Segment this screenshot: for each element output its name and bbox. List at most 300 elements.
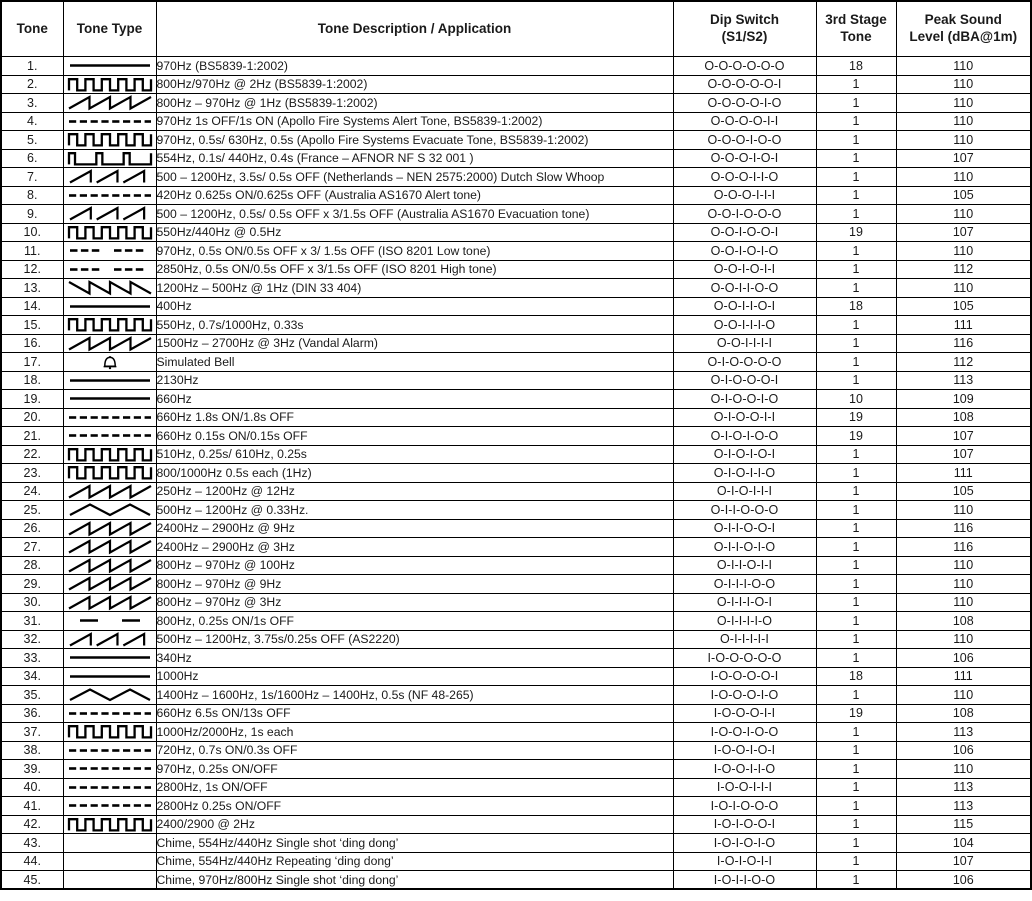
- peak-sound-level: 111: [896, 316, 1031, 335]
- tone-number: 43.: [1, 834, 63, 853]
- peak-sound-level: 110: [896, 242, 1031, 261]
- third-stage-tone: 18: [816, 667, 896, 686]
- third-stage-tone: 19: [816, 223, 896, 242]
- peak-sound-level: 105: [896, 186, 1031, 205]
- tone-description: 970Hz 1s OFF/1s ON (Apollo Fire Systems Alert Tone, BS5839-1:2002): [156, 112, 673, 131]
- dip-switch-setting: O-O-I-I-O-O: [673, 279, 816, 298]
- tone-description: 2400Hz – 2900Hz @ 3Hz: [156, 538, 673, 557]
- tone-number: 40.: [1, 778, 63, 797]
- peak-sound-level: 110: [896, 112, 1031, 131]
- third-stage-tone: 18: [816, 57, 896, 76]
- dip-switch-setting: I-O-O-I-I-O: [673, 760, 816, 779]
- dip-switch-setting: O-O-I-O-I-I: [673, 260, 816, 279]
- dip-switch-setting: O-O-O-I-I-I: [673, 186, 816, 205]
- third-stage-tone: 1: [816, 445, 896, 464]
- table-row: [1, 667, 1031, 686]
- table-row: [1, 149, 1031, 168]
- tone-description: Simulated Bell: [156, 353, 673, 372]
- tone-description: 420Hz 0.625s ON/0.625s OFF (Australia AS1670 Alert tone): [156, 186, 673, 205]
- dip-switch-setting: O-O-O-I-I-O: [673, 168, 816, 187]
- tone-description: 500 – 1200Hz, 0.5s/ 0.5s OFF x 3/1.5s OFF (Australia AS1670 Evacuation tone): [156, 205, 673, 224]
- dip-switch-setting: O-I-O-I-I-O: [673, 464, 816, 483]
- tone-description: 2850Hz, 0.5s ON/0.5s OFF x 3/1.5s OFF (ISO 8201 High tone): [156, 260, 673, 279]
- third-stage-tone: 19: [816, 408, 896, 427]
- tone-type-waveform-dash-group: [63, 260, 156, 279]
- third-stage-tone: 1: [816, 575, 896, 594]
- third-stage-tone: 1: [816, 612, 896, 631]
- peak-sound-level: 112: [896, 260, 1031, 279]
- column-header-tone: Tone: [1, 1, 63, 57]
- dip-switch-setting: I-O-O-O-I-I: [673, 704, 816, 723]
- tone-description: 970Hz, 0.5s ON/0.5s OFF x 3/ 1.5s OFF (ISO 8201 Low tone): [156, 242, 673, 261]
- peak-sound-level: 116: [896, 538, 1031, 557]
- tone-number: 45.: [1, 871, 63, 890]
- tone-type-waveform-narrow-pulse: [63, 149, 156, 168]
- tone-type-waveform-continuous: [63, 57, 156, 76]
- third-stage-tone: 1: [816, 482, 896, 501]
- third-stage-tone: 1: [816, 649, 896, 668]
- tone-description: 970Hz, 0.25s ON/OFF: [156, 760, 673, 779]
- tone-type-waveform-continuous: [63, 371, 156, 390]
- tone-type-waveform-sawtooth-down: [63, 279, 156, 298]
- peak-sound-level: 105: [896, 297, 1031, 316]
- dip-switch-setting: O-O-I-I-O-I: [673, 297, 816, 316]
- peak-sound-level: 115: [896, 815, 1031, 834]
- tone-number: 27.: [1, 538, 63, 557]
- dip-switch-setting: I-O-I-O-I-O: [673, 834, 816, 853]
- tone-number: 7.: [1, 168, 63, 187]
- peak-sound-level: 110: [896, 760, 1031, 779]
- tone-type-waveform-square: [63, 445, 156, 464]
- table-row: [1, 815, 1031, 834]
- peak-sound-level: 110: [896, 205, 1031, 224]
- table-row: [1, 297, 1031, 316]
- tone-description: 660Hz 6.5s ON/13s OFF: [156, 704, 673, 723]
- third-stage-tone: 1: [816, 94, 896, 113]
- tone-description: 1400Hz – 1600Hz, 1s/1600Hz – 1400Hz, 0.5s (NF 48-265): [156, 686, 673, 705]
- tone-type-waveform-dash-group: [63, 242, 156, 261]
- stage-header-line2: Tone: [840, 29, 872, 44]
- tone-number: 18.: [1, 371, 63, 390]
- peak-sound-level: 113: [896, 723, 1031, 742]
- peak-sound-level: 110: [896, 686, 1031, 705]
- tone-description: 500 – 1200Hz, 3.5s/ 0.5s OFF (Netherlands – NEN 2575:2000) Dutch Slow Whoop: [156, 168, 673, 187]
- peak-sound-level: 110: [896, 75, 1031, 94]
- tone-type-waveform-square: [63, 815, 156, 834]
- table-body: [1, 57, 1031, 890]
- dip-switch-setting: I-O-I-O-O-I: [673, 815, 816, 834]
- third-stage-tone: 1: [816, 519, 896, 538]
- third-stage-tone: 1: [816, 205, 896, 224]
- peak-sound-level: 116: [896, 519, 1031, 538]
- dip-switch-setting: O-O-O-O-O-I: [673, 75, 816, 94]
- tone-description: 500Hz – 1200Hz @ 0.33Hz.: [156, 501, 673, 520]
- table-row: [1, 223, 1031, 242]
- tone-description: 970Hz (BS5839-1:2002): [156, 57, 673, 76]
- tone-description: 1200Hz – 500Hz @ 1Hz (DIN 33 404): [156, 279, 673, 298]
- dip-switch-setting: I-O-O-O-O-I: [673, 667, 816, 686]
- third-stage-tone: 1: [816, 538, 896, 557]
- peak-sound-level: 106: [896, 871, 1031, 890]
- tone-description: 800Hz/970Hz @ 2Hz (BS5839-1:2002): [156, 75, 673, 94]
- table-row: [1, 723, 1031, 742]
- dip-switch-setting: I-O-O-I-O-I: [673, 741, 816, 760]
- tone-type-waveform-sawtooth3: [63, 630, 156, 649]
- third-stage-tone: 1: [816, 242, 896, 261]
- tone-number: 13.: [1, 279, 63, 298]
- peak-sound-level: 107: [896, 427, 1031, 446]
- tone-description: 800Hz – 970Hz @ 1Hz (BS5839-1:2002): [156, 94, 673, 113]
- peak-sound-level: 110: [896, 556, 1031, 575]
- table-row: [1, 686, 1031, 705]
- table-row: [1, 575, 1031, 594]
- table-row: [1, 741, 1031, 760]
- tone-number: 23.: [1, 464, 63, 483]
- tone-number: 36.: [1, 704, 63, 723]
- tone-description: Chime, 554Hz/440Hz Repeating ‘ding dong’: [156, 852, 673, 871]
- dip-switch-setting: O-O-I-O-O-I: [673, 223, 816, 242]
- tone-number: 11.: [1, 242, 63, 261]
- tone-number: 26.: [1, 519, 63, 538]
- peak-sound-level: 108: [896, 408, 1031, 427]
- third-stage-tone: 1: [816, 464, 896, 483]
- third-stage-tone: 1: [816, 778, 896, 797]
- peak-sound-level: 106: [896, 741, 1031, 760]
- dip-switch-setting: O-O-O-I-O-I: [673, 149, 816, 168]
- tone-description: 2400Hz – 2900Hz @ 9Hz: [156, 519, 673, 538]
- dip-switch-setting: I-O-O-I-I-I: [673, 778, 816, 797]
- table-row: [1, 57, 1031, 76]
- dip-switch-setting: O-I-I-I-I-O: [673, 612, 816, 631]
- peak-header-line2: Level (dBA@1m): [909, 29, 1018, 44]
- table-row: [1, 186, 1031, 205]
- peak-sound-level: 116: [896, 334, 1031, 353]
- tone-description: 660Hz 0.15s ON/0.15s OFF: [156, 427, 673, 446]
- tone-type-waveform-square: [63, 464, 156, 483]
- tone-type-waveform-dashed: [63, 186, 156, 205]
- third-stage-tone: 1: [816, 686, 896, 705]
- peak-sound-level: 107: [896, 852, 1031, 871]
- tone-number: 5.: [1, 131, 63, 150]
- column-header-description: Tone Description / Application: [156, 1, 673, 57]
- tone-number: 22.: [1, 445, 63, 464]
- tone-description: 800/1000Hz 0.5s each (1Hz): [156, 464, 673, 483]
- tone-type-waveform-dashed: [63, 797, 156, 816]
- table-row: [1, 390, 1031, 409]
- table-row: [1, 482, 1031, 501]
- third-stage-tone: 1: [816, 815, 896, 834]
- tone-number: 6.: [1, 149, 63, 168]
- tone-number: 37.: [1, 723, 63, 742]
- third-stage-tone: 1: [816, 593, 896, 612]
- peak-sound-level: 113: [896, 778, 1031, 797]
- table-row: [1, 427, 1031, 446]
- column-header-dip-switch: [673, 1, 816, 57]
- tone-description: 2800Hz, 1s ON/OFF: [156, 778, 673, 797]
- peak-sound-level: 113: [896, 797, 1031, 816]
- tone-description: 800Hz, 0.25s ON/1s OFF: [156, 612, 673, 631]
- dip-switch-setting: O-O-I-O-O-O: [673, 205, 816, 224]
- dip-switch-setting: I-O-O-I-O-O: [673, 723, 816, 742]
- table-row: [1, 871, 1031, 890]
- tone-type-waveform-square: [63, 316, 156, 335]
- tone-type-waveform-dashed: [63, 112, 156, 131]
- dip-switch-setting: O-O-I-O-I-O: [673, 242, 816, 261]
- tone-type-waveform-square: [63, 223, 156, 242]
- tone-type-waveform-continuous: [63, 649, 156, 668]
- third-stage-tone: 1: [816, 112, 896, 131]
- tone-number: 2.: [1, 75, 63, 94]
- tone-type-waveform-triangle: [63, 501, 156, 520]
- peak-sound-level: 110: [896, 94, 1031, 113]
- third-stage-tone: 1: [816, 149, 896, 168]
- tone-type-waveform-sawtooth3: [63, 168, 156, 187]
- tone-description: 1000Hz/2000Hz, 1s each: [156, 723, 673, 742]
- table-row: [1, 279, 1031, 298]
- tone-number: 44.: [1, 852, 63, 871]
- third-stage-tone: 1: [816, 131, 896, 150]
- tone-type-waveform-continuous: [63, 667, 156, 686]
- table-row: [1, 593, 1031, 612]
- table-row: [1, 205, 1031, 224]
- peak-sound-level: 107: [896, 223, 1031, 242]
- table-row: [1, 704, 1031, 723]
- peak-sound-level: 106: [896, 649, 1031, 668]
- table-row: [1, 131, 1031, 150]
- table-row: [1, 760, 1031, 779]
- tone-number: 30.: [1, 593, 63, 612]
- tone-number: 41.: [1, 797, 63, 816]
- tone-number: 14.: [1, 297, 63, 316]
- table-row: [1, 630, 1031, 649]
- column-header-tone-type: Tone Type: [63, 1, 156, 57]
- tone-type-waveform-none: [63, 852, 156, 871]
- header-row: [1, 1, 1031, 57]
- tone-number: 8.: [1, 186, 63, 205]
- third-stage-tone: 1: [816, 797, 896, 816]
- dip-switch-setting: O-I-O-I-I-I: [673, 482, 816, 501]
- dip-switch-setting: O-I-I-I-O-O: [673, 575, 816, 594]
- tone-number: 20.: [1, 408, 63, 427]
- tone-type-waveform-sawtooth4: [63, 575, 156, 594]
- tone-type-waveform-sawtooth3: [63, 205, 156, 224]
- third-stage-tone: 1: [816, 723, 896, 742]
- tone-number: 9.: [1, 205, 63, 224]
- third-stage-tone: 1: [816, 186, 896, 205]
- tone-number: 39.: [1, 760, 63, 779]
- table-row: [1, 556, 1031, 575]
- third-stage-tone: 1: [816, 371, 896, 390]
- tone-number: 31.: [1, 612, 63, 631]
- tone-description: 1000Hz: [156, 667, 673, 686]
- tone-description: 500Hz – 1200Hz, 3.75s/0.25s OFF (AS2220): [156, 630, 673, 649]
- dip-switch-setting: O-I-I-O-O-I: [673, 519, 816, 538]
- dip-switch-setting: O-O-I-I-I-O: [673, 316, 816, 335]
- tone-number: 19.: [1, 390, 63, 409]
- third-stage-tone: 1: [816, 871, 896, 890]
- tone-description: Chime, 554Hz/440Hz Single shot ‘ding dong’: [156, 834, 673, 853]
- dip-switch-setting: I-O-O-O-I-O: [673, 686, 816, 705]
- third-stage-tone: 10: [816, 390, 896, 409]
- tone-type-waveform-sawtooth4: [63, 593, 156, 612]
- tone-description: 550Hz/440Hz @ 0.5Hz: [156, 223, 673, 242]
- tone-type-waveform-dashed: [63, 704, 156, 723]
- dip-switch-setting: O-O-O-O-I-I: [673, 112, 816, 131]
- table-row: [1, 334, 1031, 353]
- peak-sound-level: 107: [896, 445, 1031, 464]
- stage-header-line1: 3rd Stage: [825, 12, 887, 28]
- tone-number: 4.: [1, 112, 63, 131]
- dip-switch-setting: O-I-I-O-I-I: [673, 556, 816, 575]
- third-stage-tone: 1: [816, 168, 896, 187]
- tone-number: 16.: [1, 334, 63, 353]
- table-row: [1, 538, 1031, 557]
- tone-type-waveform-dashed: [63, 741, 156, 760]
- dip-switch-setting: O-O-O-O-O-O: [673, 57, 816, 76]
- dip-switch-setting: O-I-O-O-O-I: [673, 371, 816, 390]
- third-stage-tone: 1: [816, 75, 896, 94]
- tone-type-waveform-bell: [63, 353, 156, 372]
- tone-type-waveform-square: [63, 131, 156, 150]
- tone-number: 42.: [1, 815, 63, 834]
- third-stage-tone: 1: [816, 501, 896, 520]
- dip-switch-setting: O-I-O-O-I-I: [673, 408, 816, 427]
- tone-description: 550Hz, 0.7s/1000Hz, 0.33s: [156, 316, 673, 335]
- tone-number: 21.: [1, 427, 63, 446]
- table-header: [1, 1, 1031, 57]
- dip-switch-setting: I-O-I-I-O-O: [673, 871, 816, 890]
- tone-number: 28.: [1, 556, 63, 575]
- peak-sound-level: 108: [896, 612, 1031, 631]
- tone-number: 24.: [1, 482, 63, 501]
- peak-sound-level: 111: [896, 464, 1031, 483]
- table-row: [1, 834, 1031, 853]
- tone-type-waveform-none: [63, 871, 156, 890]
- dip-switch-setting: O-O-O-I-O-O: [673, 131, 816, 150]
- tone-type-waveform-square: [63, 723, 156, 742]
- table-row: [1, 797, 1031, 816]
- tone-description: 800Hz – 970Hz @ 100Hz: [156, 556, 673, 575]
- tone-type-waveform-sawtooth4: [63, 556, 156, 575]
- tone-number: 35.: [1, 686, 63, 705]
- third-stage-tone: 19: [816, 427, 896, 446]
- tone-description: 340Hz: [156, 649, 673, 668]
- third-stage-tone: 1: [816, 556, 896, 575]
- tone-type-waveform-dashed: [63, 778, 156, 797]
- third-stage-tone: 1: [816, 260, 896, 279]
- table-row: [1, 612, 1031, 631]
- tone-number: 34.: [1, 667, 63, 686]
- peak-sound-level: 110: [896, 57, 1031, 76]
- peak-sound-level: 110: [896, 501, 1031, 520]
- tone-type-waveform-dashed: [63, 427, 156, 446]
- third-stage-tone: 1: [816, 279, 896, 298]
- tone-number: 32.: [1, 630, 63, 649]
- dip-switch-setting: I-O-I-O-I-I: [673, 852, 816, 871]
- dip-switch-header-line2: (S1/S2): [721, 29, 768, 44]
- tone-number: 33.: [1, 649, 63, 668]
- third-stage-tone: 1: [816, 316, 896, 335]
- tone-description: 800Hz – 970Hz @ 3Hz: [156, 593, 673, 612]
- tone-number: 12.: [1, 260, 63, 279]
- peak-sound-level: 108: [896, 704, 1031, 723]
- peak-sound-level: 110: [896, 575, 1031, 594]
- table-row: [1, 464, 1031, 483]
- peak-sound-level: 110: [896, 279, 1031, 298]
- tone-type-waveform-sawtooth4: [63, 538, 156, 557]
- third-stage-tone: 1: [816, 353, 896, 372]
- tone-description: 660Hz: [156, 390, 673, 409]
- tone-description: 660Hz 1.8s ON/1.8s OFF: [156, 408, 673, 427]
- peak-sound-level: 113: [896, 371, 1031, 390]
- tone-description: 510Hz, 0.25s/ 610Hz, 0.25s: [156, 445, 673, 464]
- dip-switch-setting: O-I-I-I-I-I: [673, 630, 816, 649]
- third-stage-tone: 1: [816, 760, 896, 779]
- table-row: [1, 649, 1031, 668]
- tone-description: 400Hz: [156, 297, 673, 316]
- table-row: [1, 445, 1031, 464]
- table-row: [1, 778, 1031, 797]
- dip-switch-setting: O-I-I-I-O-I: [673, 593, 816, 612]
- dip-switch-setting: O-I-O-I-O-I: [673, 445, 816, 464]
- peak-sound-level: 111: [896, 667, 1031, 686]
- tone-description: Chime, 970Hz/800Hz Single shot ‘ding dong’: [156, 871, 673, 890]
- table-row: [1, 519, 1031, 538]
- column-header-third-stage-tone: [816, 1, 896, 57]
- third-stage-tone: 1: [816, 852, 896, 871]
- third-stage-tone: 1: [816, 630, 896, 649]
- tone-description: 2400/2900 @ 2Hz: [156, 815, 673, 834]
- table-row: [1, 75, 1031, 94]
- table-row: [1, 112, 1031, 131]
- tone-number: 29.: [1, 575, 63, 594]
- third-stage-tone: 19: [816, 704, 896, 723]
- tone-description: 720Hz, 0.7s ON/0.3s OFF: [156, 741, 673, 760]
- tone-number: 3.: [1, 94, 63, 113]
- tone-number: 10.: [1, 223, 63, 242]
- tone-type-waveform-continuous: [63, 297, 156, 316]
- tone-type-waveform-dashed: [63, 408, 156, 427]
- peak-sound-level: 104: [896, 834, 1031, 853]
- tone-type-waveform-sawtooth4: [63, 94, 156, 113]
- tone-description: 1500Hz – 2700Hz @ 3Hz (Vandal Alarm): [156, 334, 673, 353]
- tone-type-waveform-dashed: [63, 760, 156, 779]
- table-row: [1, 852, 1031, 871]
- table-row: [1, 353, 1031, 372]
- dip-switch-setting: O-O-O-O-I-O: [673, 94, 816, 113]
- peak-sound-level: 107: [896, 149, 1031, 168]
- table-row: [1, 408, 1031, 427]
- table-row: [1, 260, 1031, 279]
- dip-switch-setting: O-I-I-O-O-O: [673, 501, 816, 520]
- tone-type-waveform-two-dash: [63, 612, 156, 631]
- peak-sound-level: 105: [896, 482, 1031, 501]
- tone-type-waveform-sawtooth4: [63, 482, 156, 501]
- dip-switch-setting: O-I-I-O-I-O: [673, 538, 816, 557]
- table-row: [1, 501, 1031, 520]
- dip-switch-header-line1: Dip Switch: [709, 12, 779, 28]
- peak-sound-level: 112: [896, 353, 1031, 372]
- table-row: [1, 168, 1031, 187]
- tone-type-waveform-continuous: [63, 390, 156, 409]
- column-header-peak-sound-level: [896, 1, 1031, 57]
- dip-switch-setting: I-O-O-O-O-O: [673, 649, 816, 668]
- dip-switch-setting: I-O-I-O-O-O: [673, 797, 816, 816]
- tone-number: 1.: [1, 57, 63, 76]
- table-row: [1, 242, 1031, 261]
- peak-sound-level: 109: [896, 390, 1031, 409]
- tone-description: 2800Hz 0.25s ON/OFF: [156, 797, 673, 816]
